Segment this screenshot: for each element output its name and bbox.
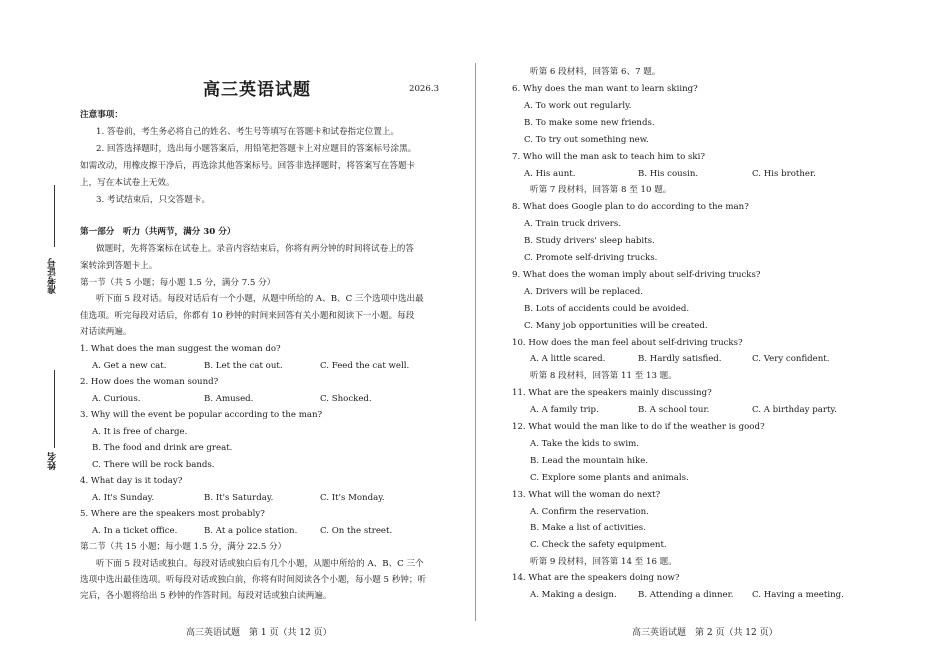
question-14: 14. What are the speakers doing now? [512, 573, 680, 583]
option-c: C. To try out something new. [524, 135, 649, 145]
option-c: C. Explore some plants and animals. [530, 473, 689, 483]
question-10: 10. How does the man feel about self-driving trucks? [512, 338, 743, 348]
option-a: A. Making a design. [530, 590, 617, 600]
option-b: B. Study drivers' sleep habits. [524, 236, 655, 246]
page-2-footer: 高三英语试题 第 2 页（共 12 页） [632, 628, 778, 638]
option-c: C. Many job opportunities will be created. [524, 321, 708, 331]
question-6: 6. Why does the man want to learn skiing? [512, 84, 698, 94]
option-c: C. Check the safety equipment. [530, 540, 667, 550]
option-c: C. It's Monday. [320, 493, 385, 503]
exam-date: 2026.3 [409, 84, 440, 94]
option-a: A. His aunt. [524, 169, 576, 179]
option-a: A. Take the kids to swim. [530, 439, 640, 449]
option-c: C. There will be rock bands. [92, 460, 215, 470]
option-b: B. Amused. [204, 394, 254, 404]
option-b: B. Attending a dinner. [638, 590, 734, 600]
material-8-heading: 听第 8 段材料，回答第 11 至 13 题。 [530, 371, 677, 381]
option-a: A. Confirm the reservation. [530, 507, 649, 517]
section2-intro-line: 听下面 5 段对话或独白。每段对话或独白后有几个小题，从题中所给的 A、B、C 三个 [96, 559, 424, 569]
option-c: C. His brother. [752, 169, 816, 179]
option-c: C. Shocked. [320, 394, 372, 404]
option-c: C. A birthday party. [752, 405, 837, 415]
option-b: B. To make some new friends. [524, 118, 655, 128]
binding-line-top [54, 185, 55, 247]
note-line: 上，写在本试卷上无效。 [80, 178, 175, 188]
part1-intro-line: 案转涂到答题卡上。 [80, 261, 158, 271]
page-divider [475, 63, 476, 621]
binding-line-middle [54, 370, 55, 448]
page-1-footer: 高三英语试题 第 1 页（共 12 页） [186, 628, 332, 638]
option-a: A. It is free of charge. [92, 427, 188, 437]
question-3: 3. Why will the event be popular according to the man? [80, 410, 323, 420]
section1-heading: 第一节（共 5 小题；每小题 1.5 分，满分 7.5 分） [80, 278, 276, 288]
option-b: B. Lots of accidents could be avoided. [524, 304, 690, 314]
notes-heading: 注意事项： [80, 110, 123, 120]
option-c: C. Feed the cat well. [320, 361, 410, 371]
question-12: 12. What would the man like to do if the weather is good? [512, 422, 765, 432]
part1-intro-line: 做题时，先将答案标在试卷上。录音内容结束后，你将有两分钟的时间将试卷上的答 [96, 244, 414, 254]
option-a: A. A little scared. [530, 354, 606, 364]
option-b: B. His cousin. [638, 169, 699, 179]
note-line: 1. 答卷前，考生务必将自己的姓名、考生号等填写在答题卡和试卷指定位置上。 [96, 127, 400, 137]
option-a: A. A family trip. [530, 405, 599, 415]
option-a: A. Train truck drivers. [524, 219, 622, 229]
page-title: 高三英语试题 [203, 80, 311, 100]
option-b: B. A school tour. [638, 405, 710, 415]
option-c: C. Promote self-driving trucks. [524, 253, 658, 263]
option-b: B. Hardly satisfied. [638, 354, 722, 364]
question-4: 4. What day is it today? [80, 476, 183, 486]
option-a: A. In a ticket office. [92, 526, 178, 536]
question-7: 7. Who will the man ask to teach him to ski? [512, 152, 705, 162]
section1-intro-line: 听下面 5 段对话。每段对话后有一个小题，从题中所给的 A、B、C 三个选项中选出最 [96, 294, 424, 304]
option-b: B. Make a list of activities. [530, 523, 646, 533]
question-2: 2. How does the woman sound? [80, 377, 219, 387]
question-13: 13. What will the woman do next? [512, 490, 661, 500]
option-a: A. Curious. [92, 394, 141, 404]
section1-intro-line: 佳选项。听完每段对话后，你都有 10 秒钟的时间来回答有关小题和阅读下一小题。每段 [80, 311, 415, 321]
option-c: C. On the street. [320, 526, 393, 536]
section2-heading: 第二节（共 15 小题；每小题 1.5 分，满分 22.5 分） [80, 542, 287, 552]
note-line: 2. 回答选择题时，选出每小题答案后，用铅笔把答题卡上对应题目的答案标号涂黑。 [96, 144, 417, 154]
question-1: 1. What does the man suggest the woman do? [80, 344, 281, 354]
part1-heading: 第一部分 听力（共两节，满分 30 分） [80, 227, 236, 237]
exam-number-label: 准考证号 [48, 258, 58, 294]
question-9: 9. What does the woman imply about self-driving trucks? [512, 270, 761, 280]
section1-intro-line: 对话读两遍。 [80, 327, 132, 337]
note-line: 3. 考试结束后，只交答题卡。 [96, 195, 211, 205]
section2-intro-line: 完后，各小题将给出 5 秒钟的作答时间。每段对话或独白读两遍。 [80, 591, 332, 601]
option-b: B. At a police station. [204, 526, 298, 536]
option-c: C. Very confident. [752, 354, 830, 364]
material-9-heading: 听第 9 段材料，回答第 14 至 16 题。 [530, 557, 677, 567]
question-5: 5. Where are the speakers most probably? [80, 509, 265, 519]
option-b: B. The food and drink are great. [92, 443, 233, 453]
question-11: 11. What are the speakers mainly discussing? [512, 388, 712, 398]
option-b: B. Lead the mountain hike. [530, 456, 649, 466]
option-c: C. Having a meeting. [752, 590, 844, 600]
option-a: A. Drivers will be replaced. [524, 287, 643, 297]
material-6-heading: 听第 6 段材料，回答第 6、7 题。 [530, 67, 661, 77]
section2-intro-line: 选项中选出最佳选项。听每段对话或独白前，你将有时间阅读各个小题，每小题 5 秒钟；听 [80, 575, 427, 585]
name-label: 姓名 [48, 452, 58, 470]
option-b: B. It's Saturday. [204, 493, 274, 503]
option-a: A. To work out regularly. [524, 101, 632, 111]
note-line: 如需改动，用橡皮擦干净后，再选涂其他答案标号。回答非选择题时，将答案写在答题卡 [80, 161, 416, 171]
question-8: 8. What does Google plan to do according to the man? [512, 202, 749, 212]
material-7-heading: 听第 7 段材料，回答第 8 至 10 题。 [530, 185, 672, 195]
option-a: A. Get a new cat. [92, 361, 167, 371]
option-b: B. Let the cat out. [204, 361, 283, 371]
option-a: A. It's Sunday. [92, 493, 155, 503]
